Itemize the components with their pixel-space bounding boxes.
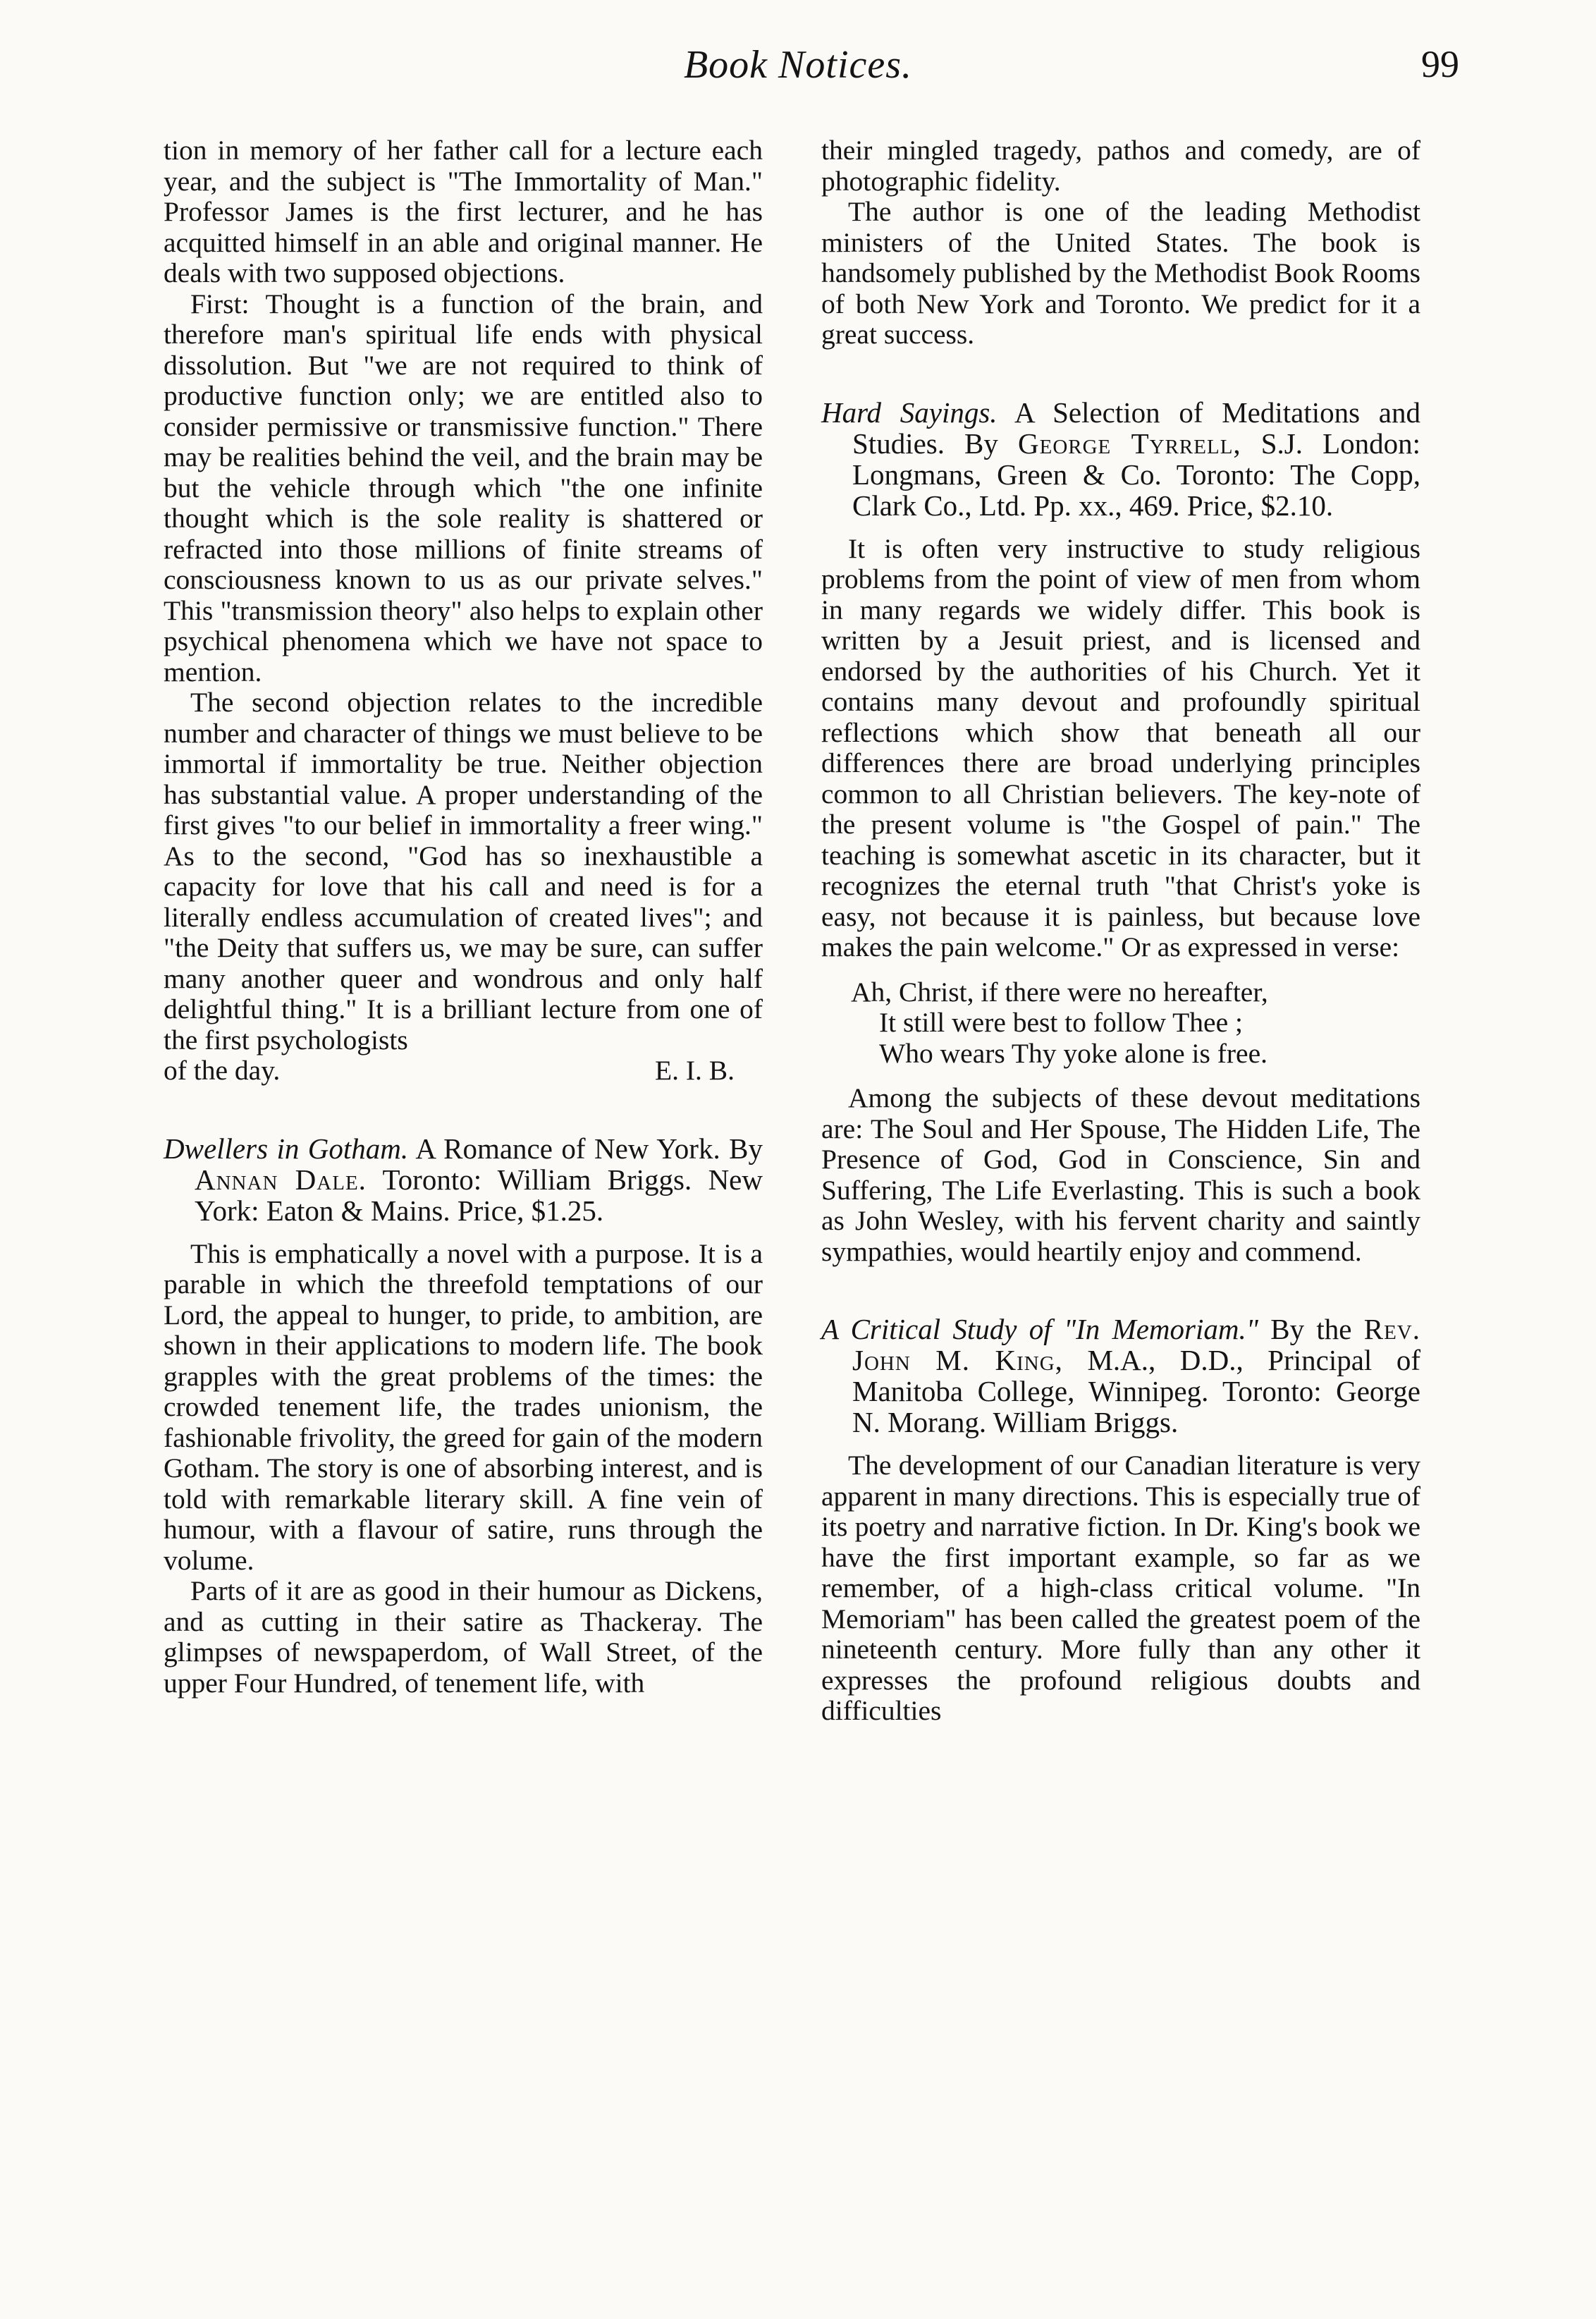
running-head [0, 42, 1596, 99]
paragraph: The development of our Canadian literature is very apparent in many directions. This is especially true of its poetry and narrative fiction. In Dr. King's book we have the first important example, so far as we remember, of a high-class critical volume. "In Memoriam" has been called the greatest poem of the nineteenth century. More fully than any other it expresses the profound religious doubts and difficulties [821, 1450, 1420, 1726]
book-publisher: M.A., D.D., Principal of Manitoba College, Winnipeg. Toronto: George N. Morang. William Briggs. [852, 1344, 1420, 1438]
paragraph: tion in memory of her father call for a lecture each year, and the subject is "The Immortality of Man." Professor James is the first lecturer, and he has acquitted himself in an able and original manner. He deals with two supposed objections. [164, 135, 763, 288]
verse-quote [851, 977, 1420, 1070]
verse-line: Who wears Thy yoke alone is free. [879, 1037, 1267, 1069]
paragraph: Among the subjects of these devout meditations are: The Soul and Her Spouse, The Hidden Life, The Presence of God, God in Conscience, Sin and Suffering, The Life Everlasting. This is such a book as John Wesley, with his fervent charity and saintly sympathies, would heartily enjoy and commend. [821, 1082, 1420, 1267]
book-publisher: Toronto: William Briggs. New York: Eaton & Mains. Price, $1.25. [195, 1163, 763, 1227]
book-subtitle: A Selection of Meditations and Studies. By [852, 396, 1420, 460]
reviewer-initials: E. I. B. [654, 1055, 735, 1086]
paragraph: their mingled tragedy, pathos and comedy, are of photographic fidelity. [821, 135, 1420, 197]
right-column [821, 135, 1420, 1727]
page-number: 99 [1421, 43, 1459, 85]
book-title: Hard Sayings. [821, 396, 998, 429]
paragraph: The second objection relates to the incredible number and character of things we must believe to be immortal if immortality be true. Neither objection has substantial value. A proper understanding of the first gives "to our belief in immortality a freer wing." As to the second, "God has so inexhaustible a capacity for love that his call and need is for a literally endless accumulation of created lives"; and "the Deity that suffers us, we may be sure, can suffer many another queer and wondrous and only half delightful thing." It is a brilliant lecture from one of the first psychologists [164, 687, 763, 1056]
paragraph: This is emphatically a novel with a purpose. It is a parable in which the threefold temptations of our Lord, the appeal to hunger, to pride, to ambition, are shown in their applications to modern life. The book grapples with the great problems of the times: the crowded tenement life, the trades unionism, the fashionable frivolity, the greed for gain of the modern Gotham. The story is one of absorbing interest, and is told with remarkable literary skill. A fine vein of humour, with a flavour of satire, runs through the volume. [164, 1237, 763, 1576]
book-subtitle: By the [1270, 1313, 1352, 1345]
book-author: Annan Dale. [195, 1163, 367, 1196]
book-subtitle: A Romance of New York. By [415, 1132, 763, 1165]
book-title: Dwellers in Gotham. [164, 1132, 409, 1165]
running-title: Book Notices. [683, 43, 913, 87]
paragraph-end: of the day. [164, 1055, 281, 1086]
book-author: Rev. John M. King, [852, 1313, 1421, 1376]
verse-line: It still were best to follow Thee ; [879, 1007, 1243, 1038]
book-author: George Tyrrell, [1018, 427, 1241, 460]
notice-heading-dwellers-in-gotham [164, 1133, 763, 1226]
notice-heading-in-memoriam [821, 1314, 1420, 1438]
paragraph: Parts of it are as good in their humour as Dickens, and as cutting in their satire as Thackeray. The glimpses of newspaperdom, of Wall Street, of the upper Four Hundred, of tenement life, with [164, 1575, 763, 1699]
paragraph: The author is one of the leading Methodist ministers of the United States. The book is handsomely published by the Methodist Book Rooms of both New York and Toronto. We predict for it a great success. [821, 196, 1420, 350]
verse-line: Ah, Christ, if there were no hereafter, [851, 976, 1268, 1008]
paragraph: First: Thought is a function of the brain, and therefore man's spiritual life ends with physical dissolution. But "we are not required to think of productive function only; we are entitled also to consider permissive or transmissive function." There may be realities behind the veil, and the brain may be but the vehicle through which "the one infinite thought which is the sole reality is shattered or refracted into those millions of finite streams of consciousness known to us as our private selves." This "transmission theory" also helps to explain other psychical phenomena which we have not space to mention. [164, 288, 763, 687]
book-publisher: S.J. London: Longmans, Green & Co. Toronto: The Copp, Clark Co., Ltd. Pp. xx., 469. Price, $2.10. [852, 427, 1421, 522]
review-signature-line [164, 1056, 763, 1087]
left-column [164, 135, 763, 1699]
book-title: A Critical Study of "In Memoriam." [821, 1313, 1258, 1345]
paragraph: It is often very instructive to study religious problems from the point of view of men from whom in many regards we widely differ. This book is written by a Jesuit priest, and is licensed and endorsed by the authorities of his Church. Yet it contains many devout and profoundly spiritual reflections which show that beneath all our differences there are broad underlying principles common to all Christian believers. The key-note of the present volume is "the Gospel of pain." The teaching is somewhat ascetic in its character, but it recognizes the eternal truth "that Christ's yoke is easy, not because it is painless, but because love makes the pain welcome." Or as expressed in verse: [821, 532, 1420, 962]
notice-heading-hard-sayings [821, 397, 1420, 521]
